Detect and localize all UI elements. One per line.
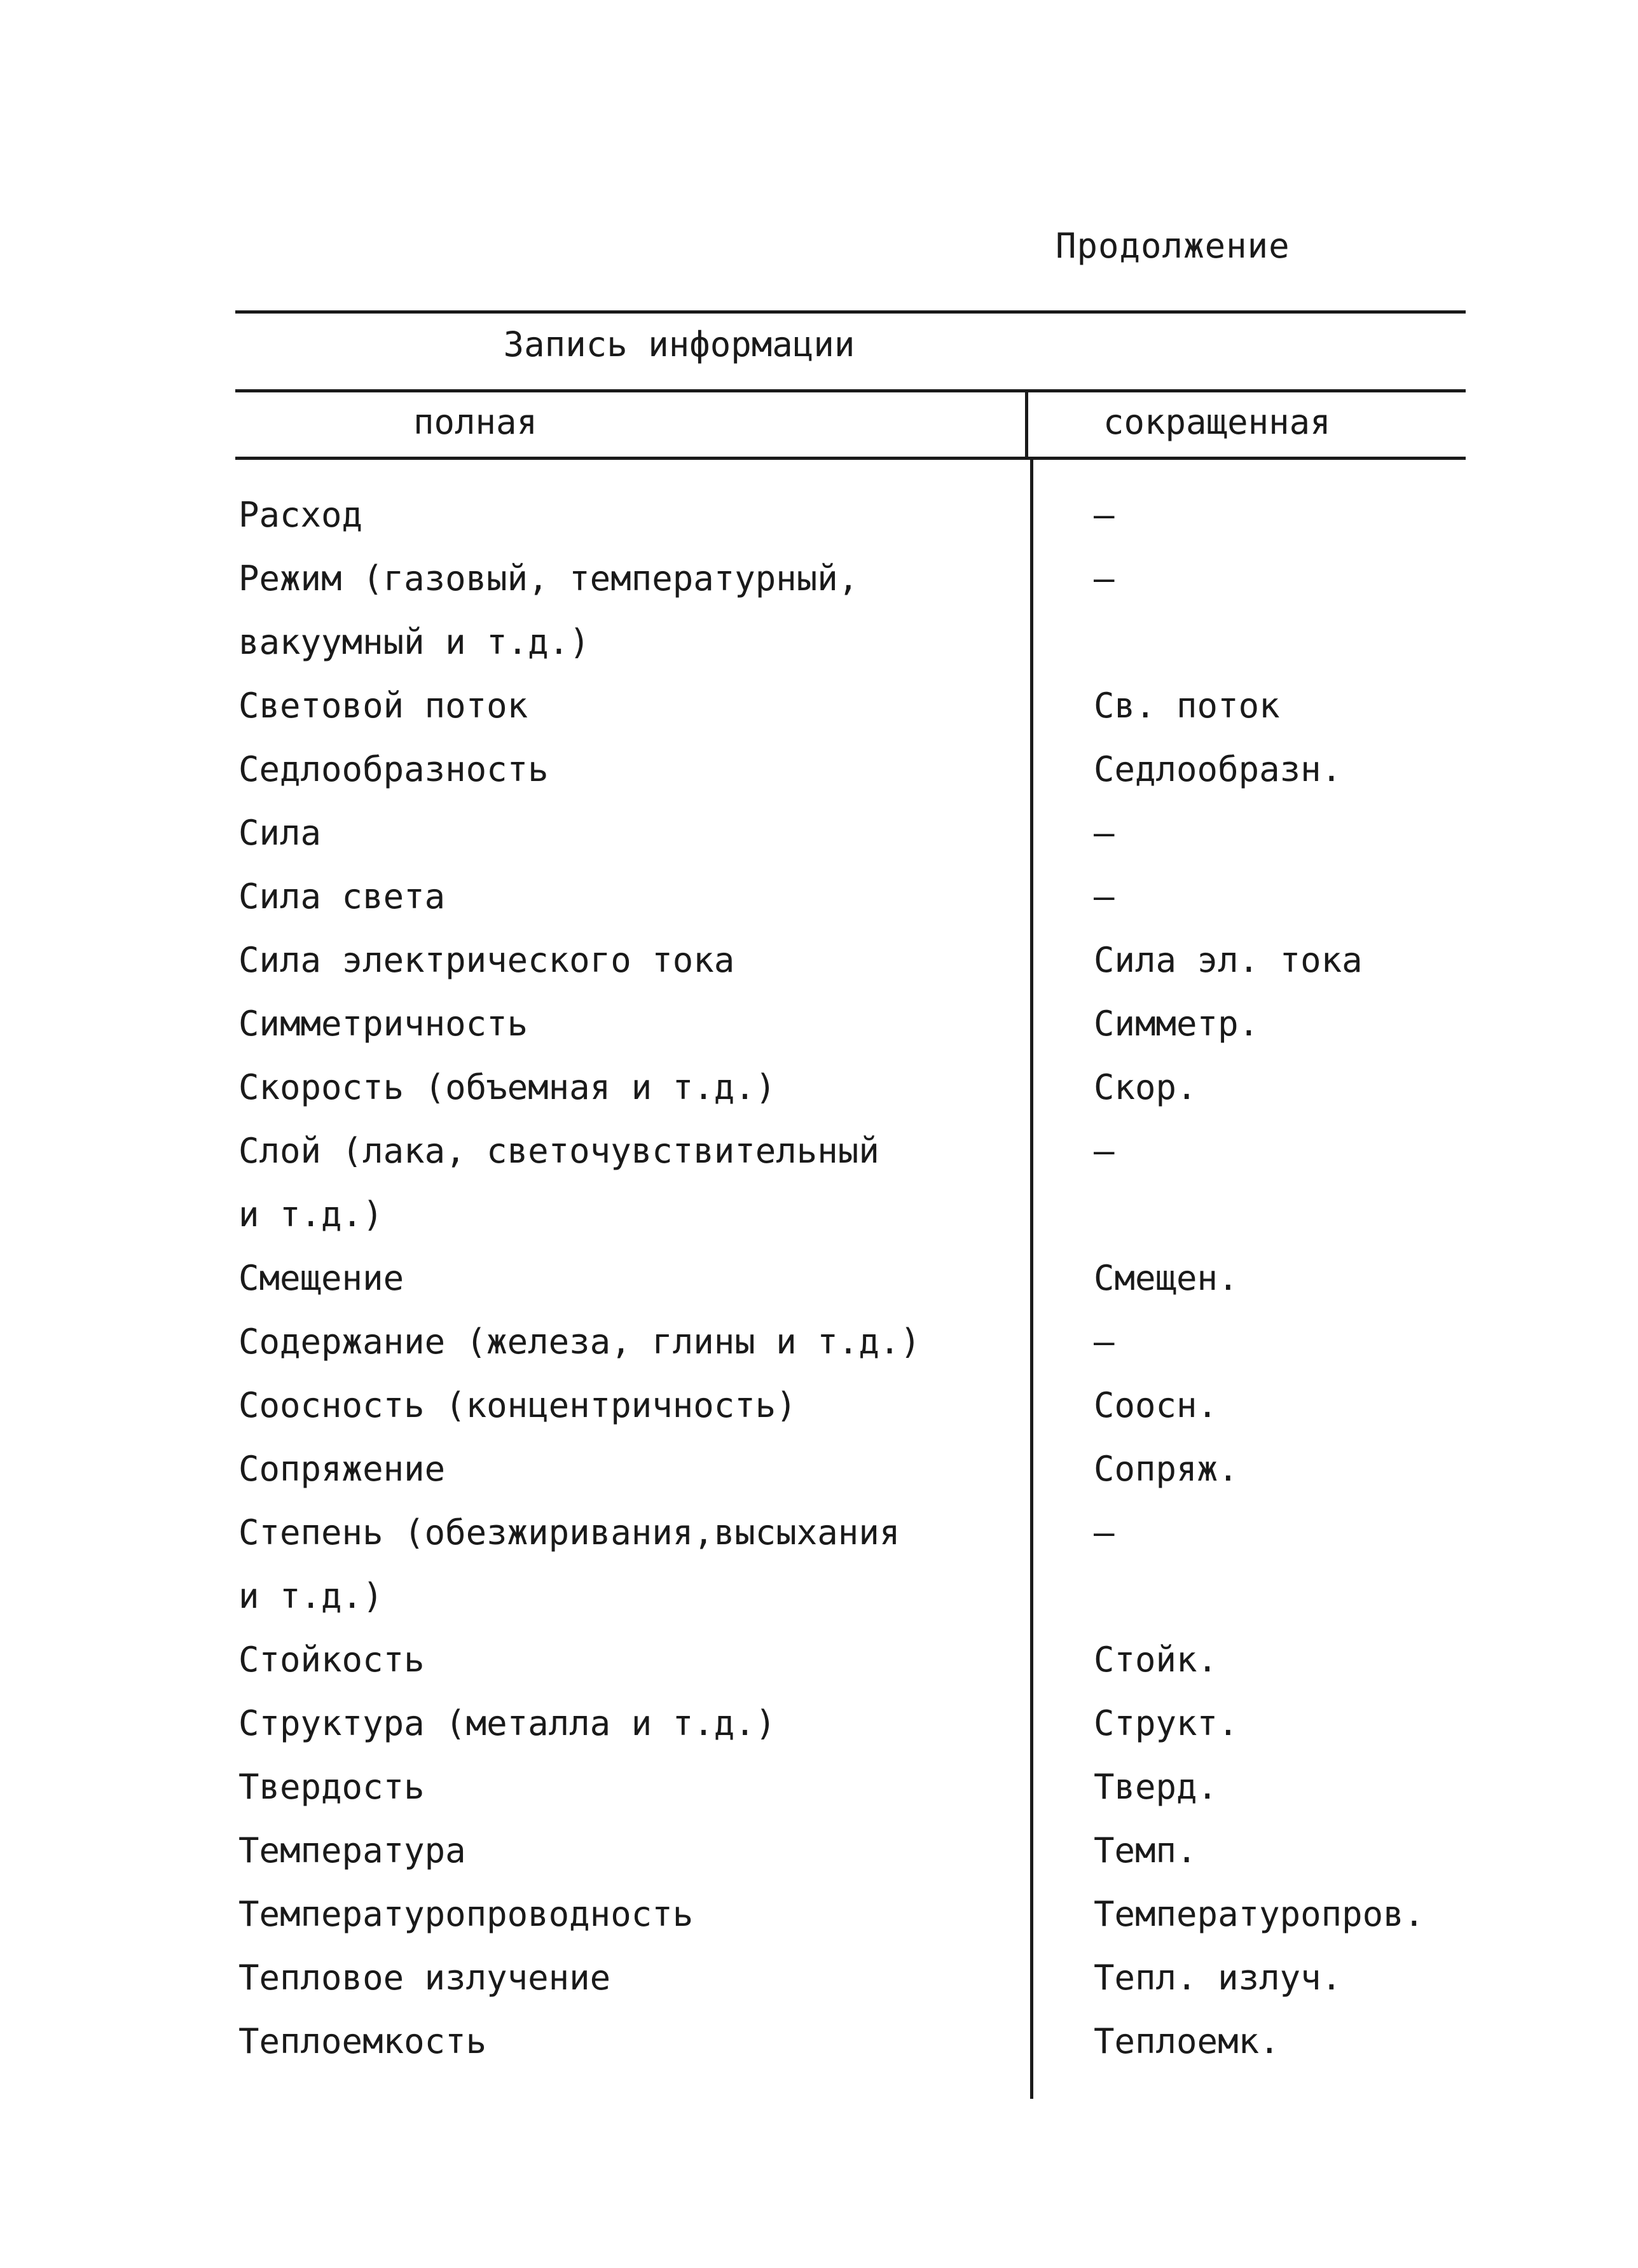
short-record-cell: – — [1094, 495, 1115, 535]
table-header-rule — [235, 389, 1466, 392]
table-row — [238, 1247, 1478, 1310]
table-row — [238, 1501, 1478, 1565]
full-record-cell: Соосность (концентричность) — [238, 1385, 797, 1425]
short-record-cell: Структ. — [1094, 1703, 1239, 1743]
table-row — [238, 1692, 1478, 1755]
short-record-cell: – — [1094, 876, 1115, 916]
full-record-cell: Сила электрического тока — [238, 940, 735, 980]
short-record-cell: Соосн. — [1094, 1385, 1218, 1425]
table-body — [238, 483, 1478, 2073]
full-record-cell: Скорость (объемная и т.д.) — [238, 1067, 776, 1107]
table-row — [238, 1056, 1478, 1119]
table-row — [238, 801, 1478, 865]
table-group-header-text: Запись информации — [503, 324, 855, 364]
full-record-cell: Содержание (железа, глины и т.д.) — [238, 1322, 921, 1362]
short-record-cell: Смещен. — [1094, 1258, 1239, 1298]
table-row — [238, 1437, 1478, 1501]
short-record-cell: Скор. — [1094, 1067, 1197, 1107]
table-row — [238, 1883, 1478, 1946]
full-record-cell: и т.д.) — [238, 1194, 383, 1234]
full-record-cell: Режим (газовый, температурный, — [238, 558, 859, 598]
full-record-cell: Структура (металла и т.д.) — [238, 1703, 776, 1743]
table-row — [238, 1310, 1478, 1374]
full-record-cell: Расход — [238, 495, 363, 535]
short-record-cell: Св. поток — [1094, 686, 1280, 726]
table-row — [238, 1119, 1478, 1183]
table-group-header — [0, 324, 1638, 364]
short-record-cell: Теплоемк. — [1094, 2021, 1280, 2061]
full-record-cell: Температура — [238, 1830, 466, 1870]
full-record-cell: Симметричность — [238, 1004, 528, 1044]
short-record-cell: Симметр. — [1094, 1004, 1260, 1044]
full-record-cell: Сила света — [238, 876, 446, 916]
short-record-cell: Темп. — [1094, 1830, 1197, 1870]
table-row — [238, 738, 1478, 801]
full-record-cell: Степень (обезжиривания,высыхания — [238, 1512, 900, 1552]
full-record-cell: Стойкость — [238, 1640, 425, 1680]
full-record-cell: и т.д.) — [238, 1576, 383, 1616]
short-record-cell: Сила эл. тока — [1094, 940, 1363, 980]
column-header-short: сокращенная — [1103, 402, 1331, 442]
table-row — [238, 1819, 1478, 1883]
table-subheader-rule — [235, 457, 1466, 460]
full-record-cell: Температуропроводность — [238, 1894, 694, 1934]
short-record-cell: Седлообразн. — [1094, 749, 1342, 789]
full-record-cell: Сила — [238, 813, 322, 853]
short-record-cell: Сопряж. — [1094, 1449, 1239, 1489]
table-row — [238, 929, 1478, 992]
full-record-cell: Седлообразность — [238, 749, 549, 789]
full-record-cell: Смещение — [238, 1258, 404, 1298]
short-record-cell: – — [1094, 813, 1115, 853]
full-record-cell: Твердость — [238, 1767, 425, 1807]
full-record-cell: вакуумный и т.д.) — [238, 622, 590, 662]
table-row — [238, 865, 1478, 929]
short-record-cell: – — [1094, 1322, 1115, 1362]
table-row — [238, 1628, 1478, 1692]
table-row — [238, 483, 1478, 547]
full-record-cell: Световой поток — [238, 686, 528, 726]
short-record-cell: Температуропров. — [1094, 1894, 1425, 1934]
table-row — [238, 2010, 1478, 2073]
short-record-cell: Стойк. — [1094, 1640, 1218, 1680]
full-record-cell: Сопряжение — [238, 1449, 446, 1489]
table-top-rule — [235, 310, 1466, 314]
short-record-cell: – — [1094, 558, 1115, 598]
short-record-cell: Тепл. излуч. — [1094, 1958, 1342, 1998]
table-row — [238, 1565, 1478, 1628]
table-row — [238, 611, 1478, 674]
full-record-cell: Тепловое излучение — [238, 1958, 611, 1998]
short-record-cell: – — [1094, 1512, 1115, 1552]
full-record-cell: Теплоемкость — [238, 2021, 487, 2061]
continuation-label: Продолжение — [1056, 226, 1290, 266]
column-divider-header — [1025, 389, 1028, 459]
short-record-cell: – — [1094, 1131, 1115, 1171]
table-row — [238, 1183, 1478, 1247]
table-row — [238, 1946, 1478, 2010]
table-row — [238, 1755, 1478, 1819]
table-row — [238, 674, 1478, 738]
column-header-full: полная — [413, 402, 538, 442]
short-record-cell: Тверд. — [1094, 1767, 1218, 1807]
table-row — [238, 547, 1478, 611]
table-row — [238, 992, 1478, 1056]
full-record-cell: Слой (лака, светочувствительный — [238, 1131, 879, 1171]
table-row — [238, 1374, 1478, 1437]
